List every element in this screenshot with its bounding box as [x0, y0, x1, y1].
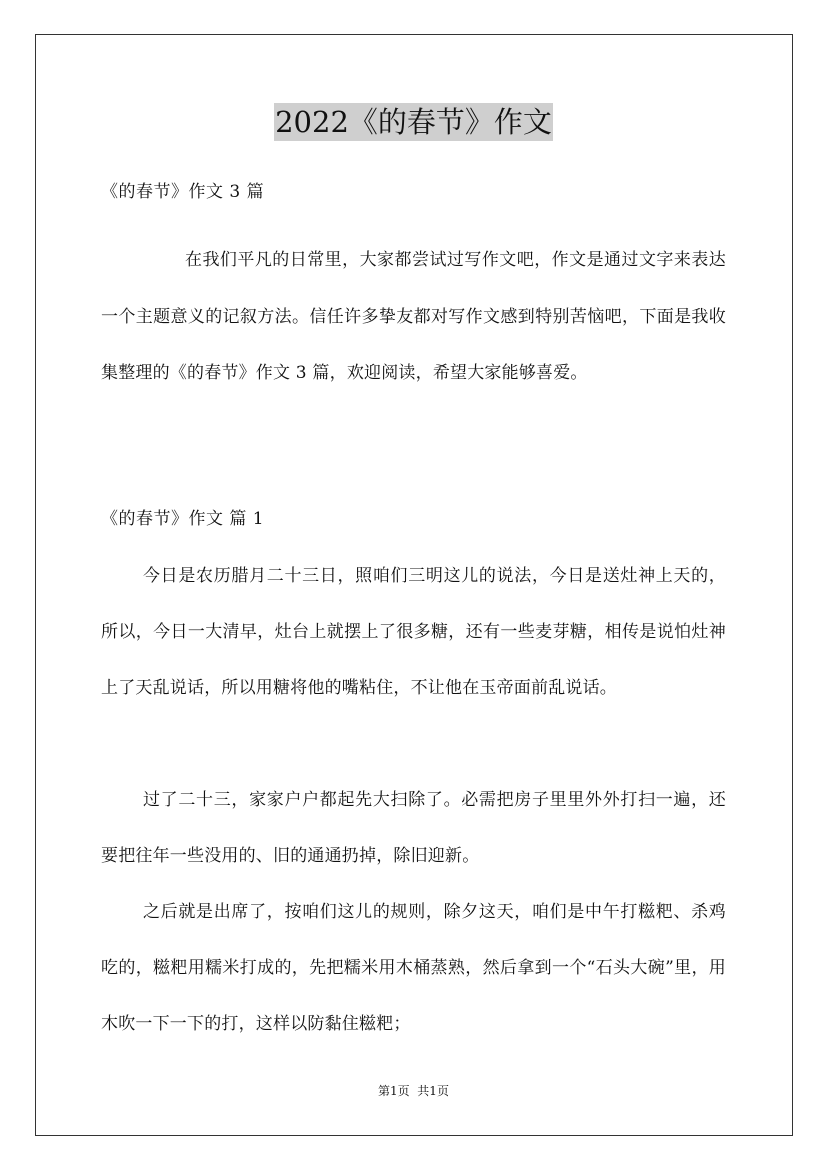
- page-number: 第1页 共1页: [378, 1084, 449, 1098]
- page-footer: [0, 1083, 827, 1099]
- intro-paragraph: 在我们平凡的日常里，大家都尝试过写作文吧，作文是通过文字来表达一个主题意义的记叙方法。信任许多挚友都对写作文感到特别苦恼吧，下面是我收集整理的《的春节》作文 3 篇，欢迎阅读，希望大家能够喜爱。: [101, 250, 726, 383]
- document-title: 2022《的春节》作文: [275, 105, 552, 139]
- title-container: [0, 103, 827, 141]
- body-paragraph: 之后就是出席了，按咱们这儿的规则，除夕这天，咱们是中午打糍粑、杀鸡吃的，糍粑用糯米打成的，先把糯米用木桶蒸熟，然后拿到一个“石头大碗”里，用木吹一下一下的打，这样以防黏住糍粑；: [101, 902, 726, 1034]
- document-subtitle: 《的春节》作文 3 篇: [101, 182, 265, 202]
- body-paragraph: 今日是农历腊月二十三日，照咱们三明这儿的说法，今日是送灶神上天的，所以，今日一大清早，灶台上就摆上了很多糖，还有一些麦芽糖，相传是说怕灶神上了天乱说话，所以用糖将他的嘴粘住，不让他在玉帝面前乱说话。: [101, 566, 726, 698]
- section-heading: 《的春节》作文 篇 1: [101, 509, 265, 529]
- body-paragraph: 过了二十三，家家户户都起先大扫除了。必需把房子里里外外打扫一遍，还要把往年一些没用的、旧的通通扔掉，除旧迎新。: [101, 790, 726, 866]
